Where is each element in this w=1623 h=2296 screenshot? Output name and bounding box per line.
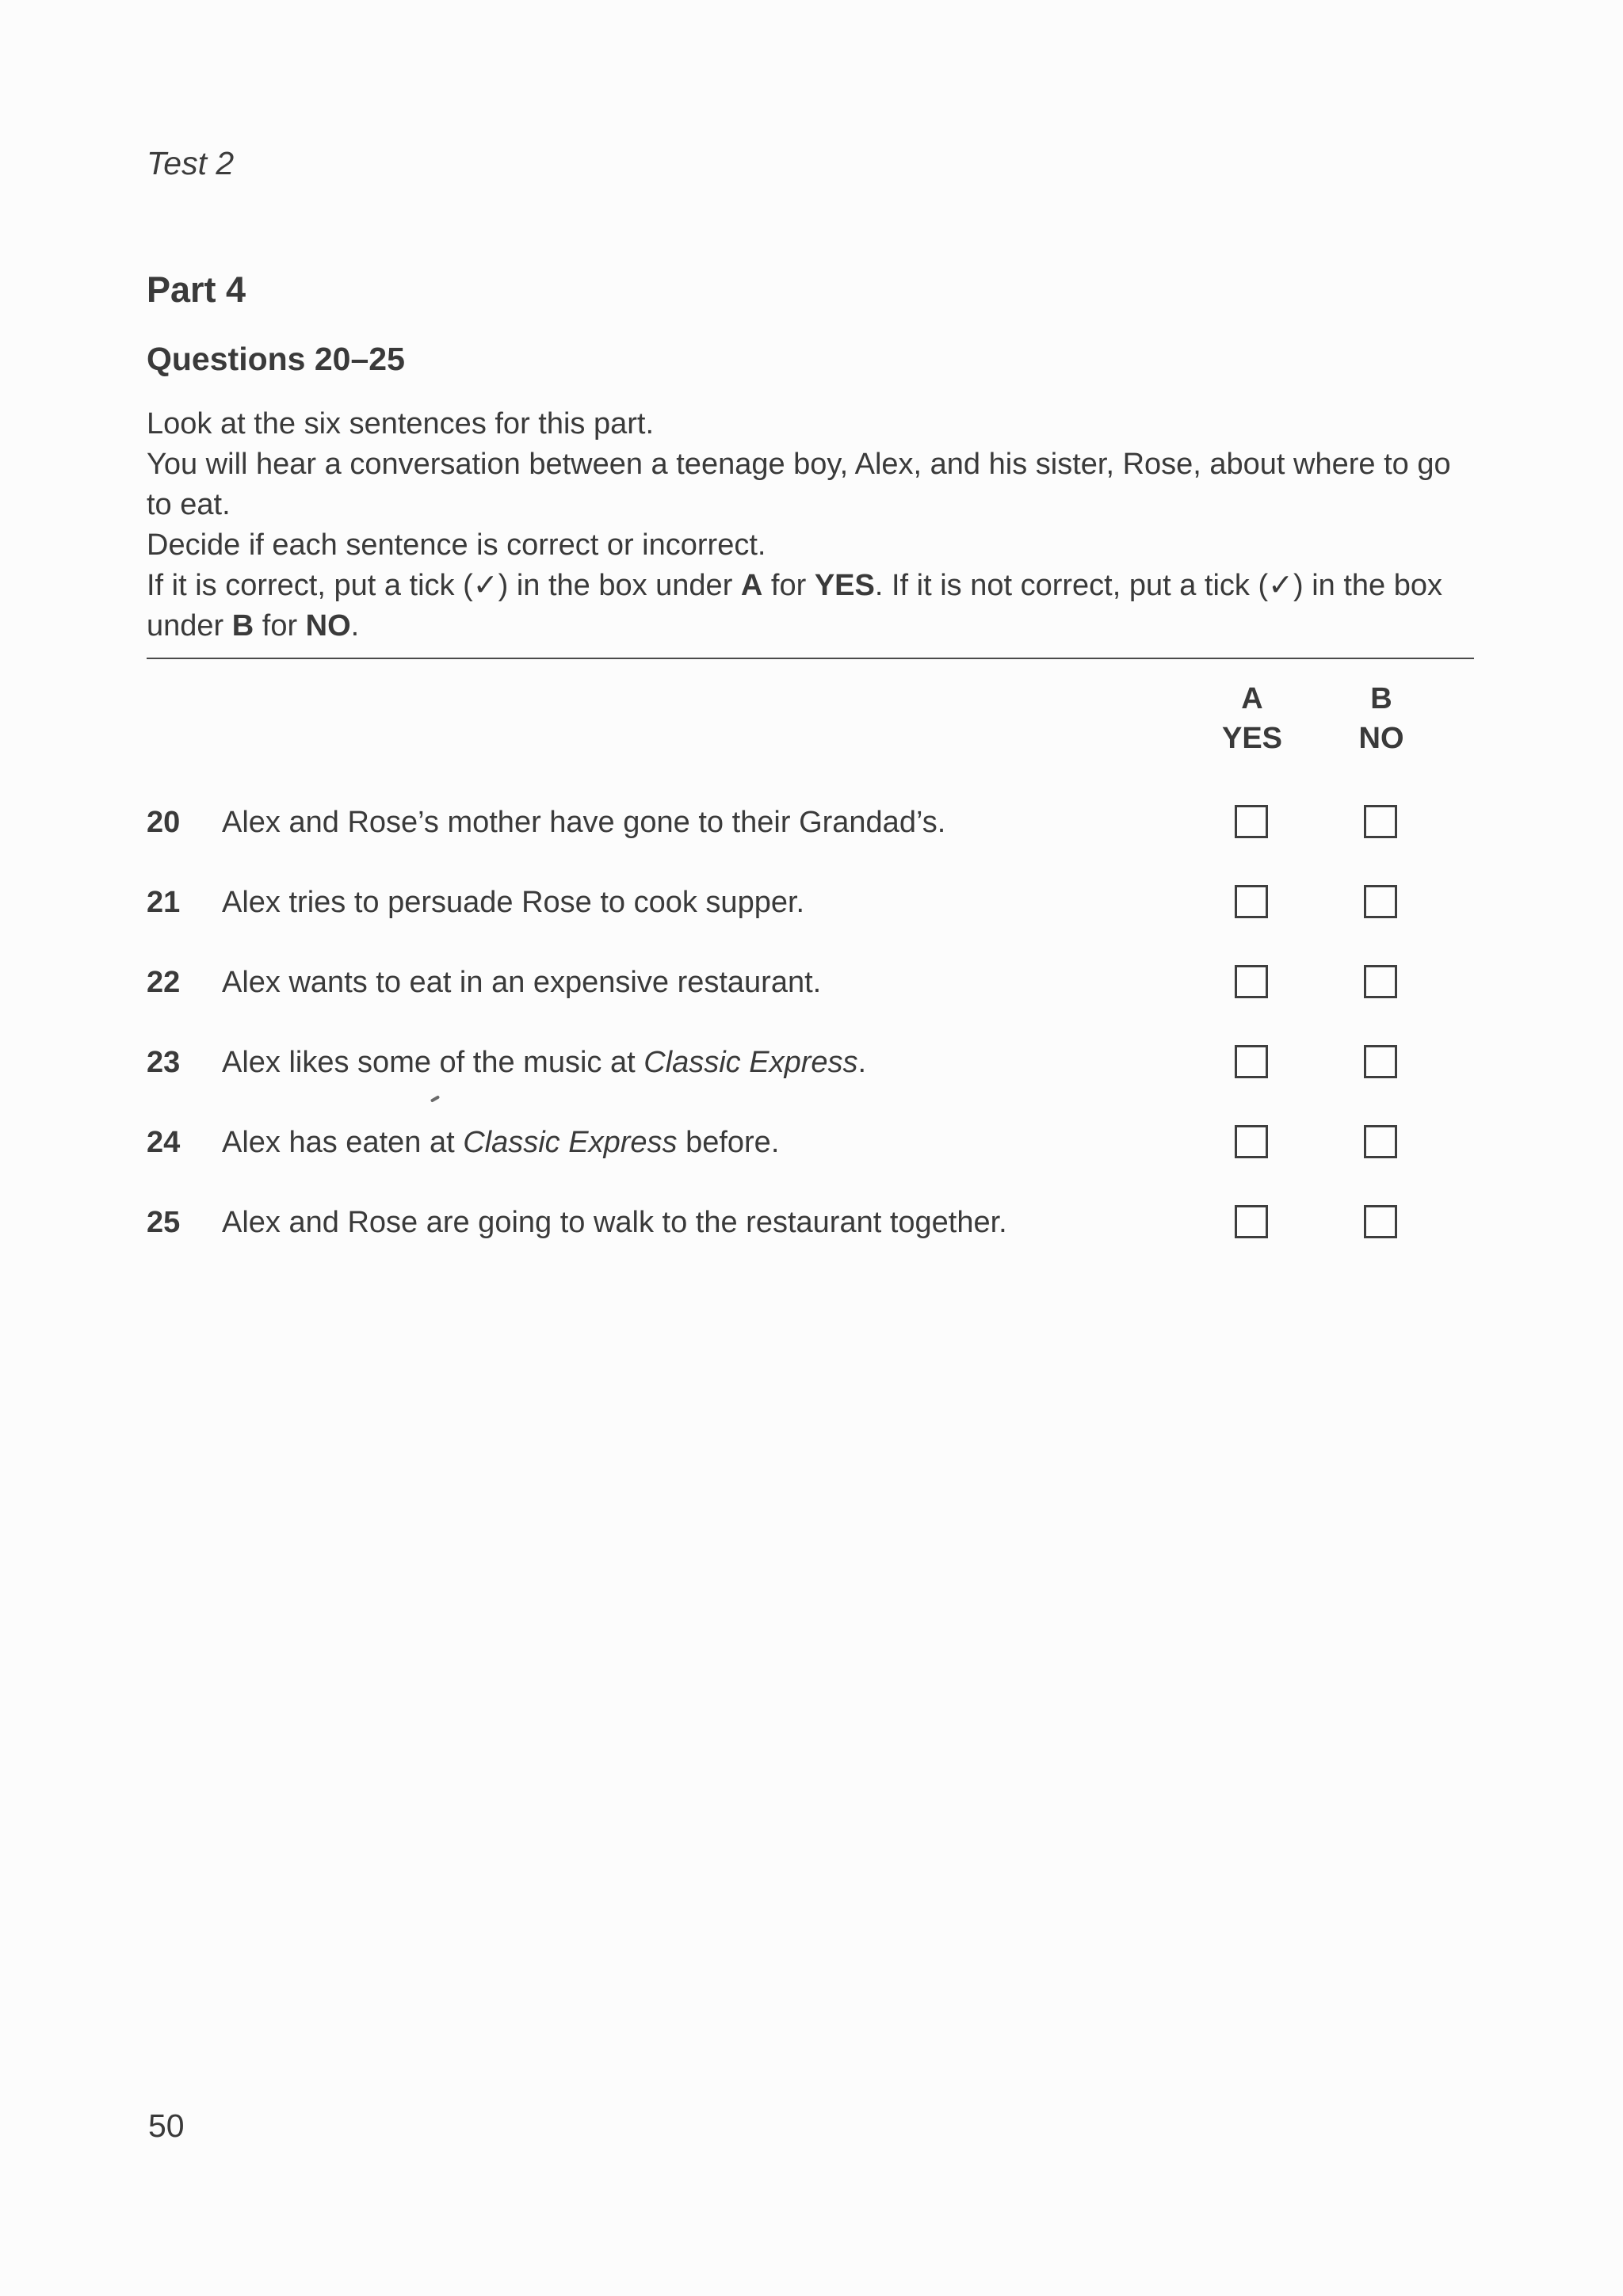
question-row	[147, 879, 1494, 926]
question-row	[147, 959, 1494, 1006]
instructions	[147, 404, 1478, 646]
answer-checkbox-yes[interactable]	[1235, 885, 1268, 918]
column-header-b	[1334, 679, 1429, 758]
page-number: 50	[148, 2107, 185, 2144]
answer-checkbox-yes[interactable]	[1235, 965, 1268, 998]
question-row	[147, 1119, 1494, 1166]
instruction-line-1: Look at the six sentences for this part.	[147, 407, 655, 441]
column-a-label: YES	[1221, 722, 1283, 755]
answer-checkbox-no[interactable]	[1364, 1045, 1397, 1078]
answer-checkbox-yes[interactable]	[1235, 805, 1268, 838]
question-text: Alex and Rose’s mother have gone to their Grandad’s.	[222, 806, 946, 839]
questions-title: Questions 20–25	[147, 341, 405, 377]
answer-checkbox-no[interactable]	[1364, 1125, 1397, 1158]
question-row	[147, 1199, 1494, 1246]
question-number: 20	[147, 806, 181, 839]
column-b-label: NO	[1358, 722, 1404, 755]
question-number: 22	[147, 966, 181, 999]
question-text: Alex wants to eat in an expensive restaurant.	[222, 966, 822, 999]
question-text: Alex has eaten at Classic Express before.	[222, 1126, 780, 1159]
question-number: 23	[147, 1046, 181, 1079]
question-row	[147, 799, 1494, 846]
question-text: Alex likes some of the music at Classic Express.	[222, 1046, 867, 1079]
question-text: Alex tries to persuade Rose to cook supper.	[222, 886, 805, 919]
instruction-line-4: If it is correct, put a tick (✓) in the box under A for YES. If it is not correct, put a tick (✓) in the box under B for NO.	[147, 569, 1442, 643]
instruction-line-3: Decide if each sentence is correct or incorrect.	[147, 528, 766, 562]
question-number: 24	[147, 1126, 181, 1159]
question-text: Alex and Rose are going to walk to the restaurant together.	[222, 1206, 1007, 1239]
answer-checkbox-yes[interactable]	[1235, 1125, 1268, 1158]
part-title: Part 4	[147, 269, 246, 310]
column-header-a	[1205, 679, 1300, 758]
question-row	[147, 1039, 1494, 1086]
answer-checkbox-no[interactable]	[1364, 1205, 1397, 1238]
column-a-letter: A	[1241, 682, 1263, 715]
running-head: Test 2	[147, 145, 235, 181]
answer-checkbox-yes[interactable]	[1235, 1045, 1268, 1078]
divider-rule	[147, 658, 1474, 659]
print-speck	[430, 1095, 440, 1102]
question-number: 25	[147, 1206, 181, 1239]
answer-checkbox-no[interactable]	[1364, 805, 1397, 838]
answer-checkbox-no[interactable]	[1364, 965, 1397, 998]
instruction-line-2: You will hear a conversation between a teenage boy, Alex, and his sister, Rose, about where to go to eat.	[147, 448, 1451, 521]
answer-checkbox-no[interactable]	[1364, 885, 1397, 918]
question-number: 21	[147, 886, 181, 919]
column-b-letter: B	[1370, 682, 1392, 715]
answer-checkbox-yes[interactable]	[1235, 1205, 1268, 1238]
